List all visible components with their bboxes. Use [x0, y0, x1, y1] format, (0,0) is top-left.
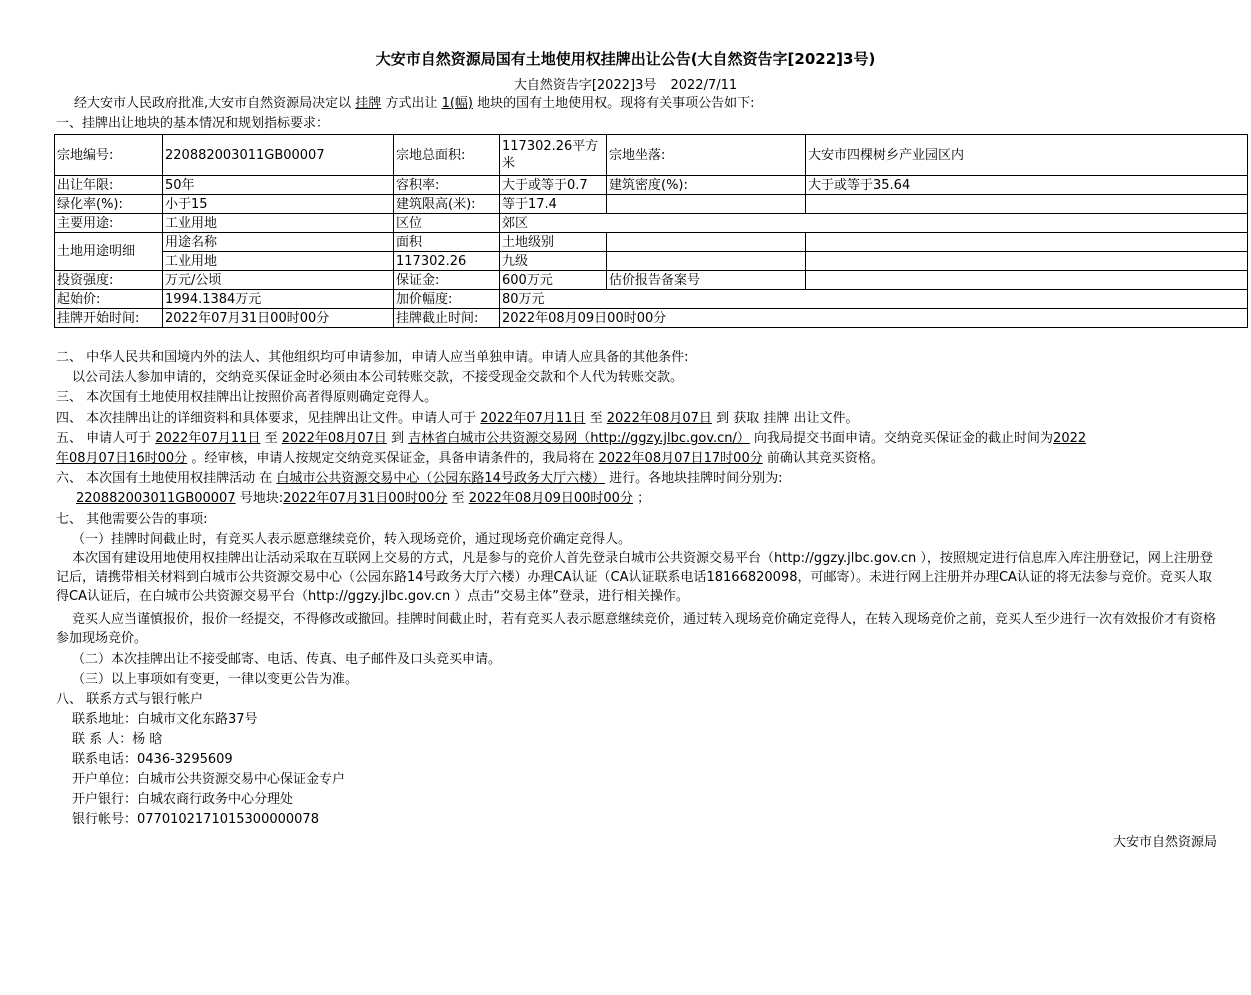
notice-subheader [0, 74, 1251, 93]
section6-parcel-label: 号地块: [239, 491, 284, 506]
table-cell: 等于17.4 [500, 195, 607, 214]
table-row [55, 252, 1248, 271]
section6-parcel-id: 220882003011GB00007 [76, 491, 236, 506]
table-cell: 投资强度: [55, 271, 163, 290]
table-cell: 1994.1384万元 [163, 290, 394, 309]
table-cell: 工业用地 [163, 214, 394, 233]
section5-deposit-text: 向我局提交书面申请。交纳竞买保证金的截止时间为 [754, 431, 1054, 446]
table-cell: 宗地坐落: [607, 135, 806, 176]
table-cell: 土地级别 [500, 233, 607, 252]
contact-phone: 联系电话：0436-3295609 [72, 752, 233, 767]
table-cell: 大于或等于0.7 [500, 176, 607, 195]
section5-line1 [56, 429, 1086, 448]
section5-at: 到 [391, 431, 405, 446]
intro-method: 挂牌 [355, 96, 382, 111]
table-cell: 区位 [394, 214, 500, 233]
table-cell: 大于或等于35.64 [806, 176, 1248, 195]
table-cell: 工业用地 [163, 252, 394, 271]
intro-prefix: 经大安市人民政府批准,大安市自然资源局决定以 [74, 96, 352, 111]
section4 [56, 409, 858, 428]
section6-line1 [56, 469, 782, 488]
contact-person: 联 系 人：杨 晗 [72, 732, 163, 747]
account-bank: 开户银行：白城农商行政务中心分理处 [72, 792, 294, 807]
issuer-signature: 大安市自然资源局 [1112, 835, 1217, 850]
table-cell [806, 271, 1248, 290]
section6-to: 至 [451, 491, 465, 506]
notice-date: 2022/7/11 [670, 78, 738, 93]
table-cell: 117302.26平方米 [500, 135, 607, 176]
section7-item3: （三）以上事项如有变更，一律以变更公告为准。 [72, 672, 359, 687]
section1-heading: 一、挂牌出让地块的基本情况和规划指标要求： [56, 116, 330, 131]
section7: 七、 其他需要公告的事项: [56, 512, 208, 527]
section5-tail: 前确认其竞买资格。 [766, 451, 884, 466]
table-cell: 土地用途明细 [55, 233, 163, 271]
section6-end: ； [637, 491, 651, 506]
table-cell: 容积率: [394, 176, 500, 195]
table-row [55, 271, 1248, 290]
table-cell: 600万元 [500, 271, 607, 290]
account-number: 银行帐号：0770102171015300000078 [72, 812, 319, 827]
table-cell: 220882003011GB00007 [163, 135, 394, 176]
section7-item1: （一）挂牌时间截止时，有竞买人表示愿意继续竞价，转入现场竞价，通过现场竞价确定竞得人。 [72, 532, 632, 547]
table-cell: 挂牌开始时间: [55, 309, 163, 328]
table-cell [806, 195, 1248, 214]
section7-online-paragraph: 本次国有建设用地使用权挂牌出让活动采取在互联网上交易的方式，凡是参与的竞价人首先登录白城市公共资源交易平台（http://ggzy.jlbc.gov.cn ），按照规定进行信息库入库注册登记，网上注册登记后，请携带相关材料到白城市公共资源交易中心（公园东路14号政务大厅六楼）办理CA认证（CA认证联系电话18166820098，可邮寄）。未进行网上注册并办理CA认证的将无法参与竞价。竞买人取得CA认证后，在白城市公共资源交易平台（http://ggzy.jlbc.gov.cn ）点击“交易主体”登录，进行相关操作。 [56, 551, 1213, 604]
section5-website-link[interactable]: 吉林省白城市公共资源交易网（http://ggzy.jlbc.gov.cn/） [408, 431, 750, 446]
section5-text: 五、 申请人可于 [56, 431, 152, 446]
intro-suffix: 地块的国有土地使用权。现将有关事项公告如下: [477, 96, 755, 111]
section5-deposit-deadline-a: 2022 [1053, 431, 1087, 446]
table-row [55, 290, 1248, 309]
table-cell: 加价幅度: [394, 290, 500, 309]
section4-tail: 到 获取 挂牌 出让文件。 [716, 411, 859, 426]
table-cell [607, 252, 806, 271]
table-cell: 绿化率(%): [55, 195, 163, 214]
table-cell: 出让年限: [55, 176, 163, 195]
section6-start-time: 2022年07月31日00时00分 [283, 491, 448, 506]
table-row [55, 309, 1248, 328]
parcel-table [54, 134, 1248, 328]
section4-text: 四、 本次挂牌出让的详细资料和具体要求，见挂牌出让文件。申请人可于 [56, 411, 477, 426]
table-cell: 50年 [163, 176, 394, 195]
intro-middle: 方式出让 [385, 96, 438, 111]
intro-line [74, 94, 755, 113]
section7-item2: （二）本次挂牌出让不接受邮寄、电话、传真、电子邮件及口头竞买申请。 [72, 652, 502, 667]
section5-deposit-deadline-b: 年08月07日16时00分 [56, 451, 188, 466]
table-cell: 宗地编号: [55, 135, 163, 176]
section6-end-time: 2022年08月09日00时00分 [468, 491, 633, 506]
section5-end-date: 2022年08月07日 [281, 431, 387, 446]
contact-address: 联系地址：白城市文化东路37号 [72, 712, 258, 727]
table-cell: 建筑限高(米): [394, 195, 500, 214]
section7-bidding-paragraph: 竞买人应当谨慎报价，报价一经提交，不得修改或撤回。挂牌时间截止时，若有竞买人表示愿意继续竞价，通过转入现场竞价确定竞得人，在转入现场竞价之前，竞买人至少进行一次有效报价才有资格参加现场竞价。 [56, 612, 1217, 646]
table-cell: 大安市四棵树乡产业园区内 [806, 135, 1248, 176]
notice-title: 大安市自然资源局国有土地使用权挂牌出让公告(大自然资告字[2022]3号) [375, 50, 876, 68]
section2: 二、 中华人民共和国境内外的法人、其他组织均可申请参加，申请人应当单独申请。申请人应具备的其他条件: [56, 350, 689, 365]
section5-confirm-date: 2022年08月07日17时00分 [598, 451, 763, 466]
account-holder: 开户单位：白城市公共资源交易中心保证金专户 [72, 772, 346, 787]
table-row [55, 233, 1248, 252]
intro-count: 1(幅) [441, 96, 474, 111]
table-cell: 80万元 [500, 290, 1248, 309]
table-cell: 2022年07月31日00时00分 [163, 309, 394, 328]
doc-number: 大自然资告字[2022]3号 [513, 78, 657, 93]
table-cell: 用途名称 [163, 233, 394, 252]
table-cell: 起始价: [55, 290, 163, 309]
section2-condition: 以公司法人参加申请的，交纳竞买保证金时必须由本公司转账交款，不接受现金交款和个人代为转账交款。 [72, 370, 684, 385]
table-cell [607, 233, 806, 252]
table-row [55, 176, 1248, 195]
section6-text: 六、 本次国有土地使用权挂牌活动 在 [56, 471, 273, 486]
section5-review-text: 。经审核，申请人按规定交纳竞买保证金，具备申请条件的，我局将在 [191, 451, 595, 466]
table-cell: 面积 [394, 233, 500, 252]
table-cell: 万元/公顷 [163, 271, 394, 290]
table-cell: 建筑密度(%): [607, 176, 806, 195]
table-row [55, 195, 1248, 214]
table-row [55, 135, 1248, 176]
table-cell: 宗地总面积: [394, 135, 500, 176]
table-cell: 小于15 [163, 195, 394, 214]
table-cell [806, 252, 1248, 271]
table-cell: 2022年08月09日00时00分 [500, 309, 1248, 328]
table-row [55, 214, 1248, 233]
table-cell: 117302.26 [394, 252, 500, 271]
section6-tail: 进行。各地块挂牌时间分别为: [609, 471, 783, 486]
section8: 八、 联系方式与银行帐户 [56, 692, 204, 707]
table-cell: 挂牌截止时间: [394, 309, 500, 328]
table-cell: 保证金: [394, 271, 500, 290]
table-cell [607, 195, 806, 214]
section5-start-date: 2022年07月11日 [155, 431, 261, 446]
section5-to: 至 [264, 431, 278, 446]
table-cell: 九级 [500, 252, 607, 271]
section4-to: 至 [589, 411, 603, 426]
section6-line2 [76, 489, 650, 508]
section3: 三、 本次国有土地使用权挂牌出让按照价高者得原则确定竞得人。 [56, 390, 438, 405]
table-cell [806, 233, 1248, 252]
table-cell: 估价报告备案号 [607, 271, 806, 290]
table-cell: 郊区 [500, 214, 1248, 233]
section4-start-date: 2022年07月11日 [480, 411, 586, 426]
section4-end-date: 2022年08月07日 [606, 411, 712, 426]
section5-line2 [56, 449, 884, 468]
section6-venue: 白城市公共资源交易中心（公园东路14号政务大厅六楼） [276, 471, 605, 486]
table-cell: 主要用途: [55, 214, 163, 233]
